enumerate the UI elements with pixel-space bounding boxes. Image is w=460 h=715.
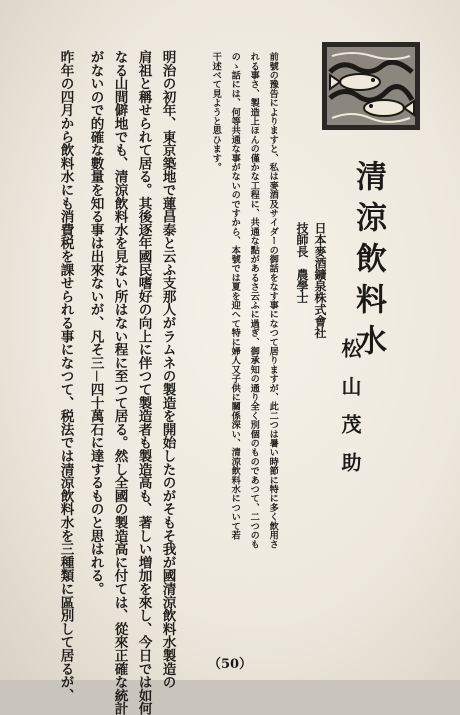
body-line: 昨年の四月から飲料水にも消費税を課せられる事になつて、税法では清涼飲料水を三種類に區別して居るが、	[57, 50, 74, 702]
intro-line: 干述べて見ようと思ひます。	[210, 52, 222, 172]
fish-waves-emblem	[322, 42, 420, 130]
body-line: なる山間僻地でも、清涼飲料水を見ない所はない程に至つて居る。然し全國の製造高に付ては、從來正確な統計	[111, 50, 128, 715]
intro-line: 前號の豫告によりますと、私は麥酒及サイダーの御話をなす事になつて居りますが、此二つは暑い時節に特に多く飲用さ	[267, 52, 279, 549]
affiliation-position: 技師長 農學士	[295, 222, 309, 304]
intro-line: れる事さ、製造上ほんの僅かな工程に、共通な點があるさ云ふに過ぎ、御承知の通り全く別個のものであつて、二つのも	[248, 52, 260, 549]
author-name: 松山茂助	[338, 338, 362, 490]
page-number: （50）	[207, 657, 253, 672]
intro-line: のゝ話には、何等共通な事がないのですから、本號では夏を迎へて特に婦人又子供に關係深い、清涼飲料水について若	[229, 52, 241, 540]
body-line: 肩祖と稱せられて居る。其後逐年國民嗜好の向上に伴つて製造者も製造高も、著しい増加を來し、今日では如何	[135, 50, 152, 715]
body-line: 明治の初年、東京築地で蓮昌泰と云ふ支那人がラムネの製造を開始したのがそもそ我が國清涼飲料水製造の	[159, 50, 176, 689]
body-line: がないので的確な數量を知る事は出來ないが、凡そ三－四十萬石に達するものと思はれる。	[87, 50, 104, 596]
article-title: 清涼飲料水	[350, 160, 386, 365]
affiliation-company: 日本麥酒鑛泉株式會社	[313, 222, 327, 339]
